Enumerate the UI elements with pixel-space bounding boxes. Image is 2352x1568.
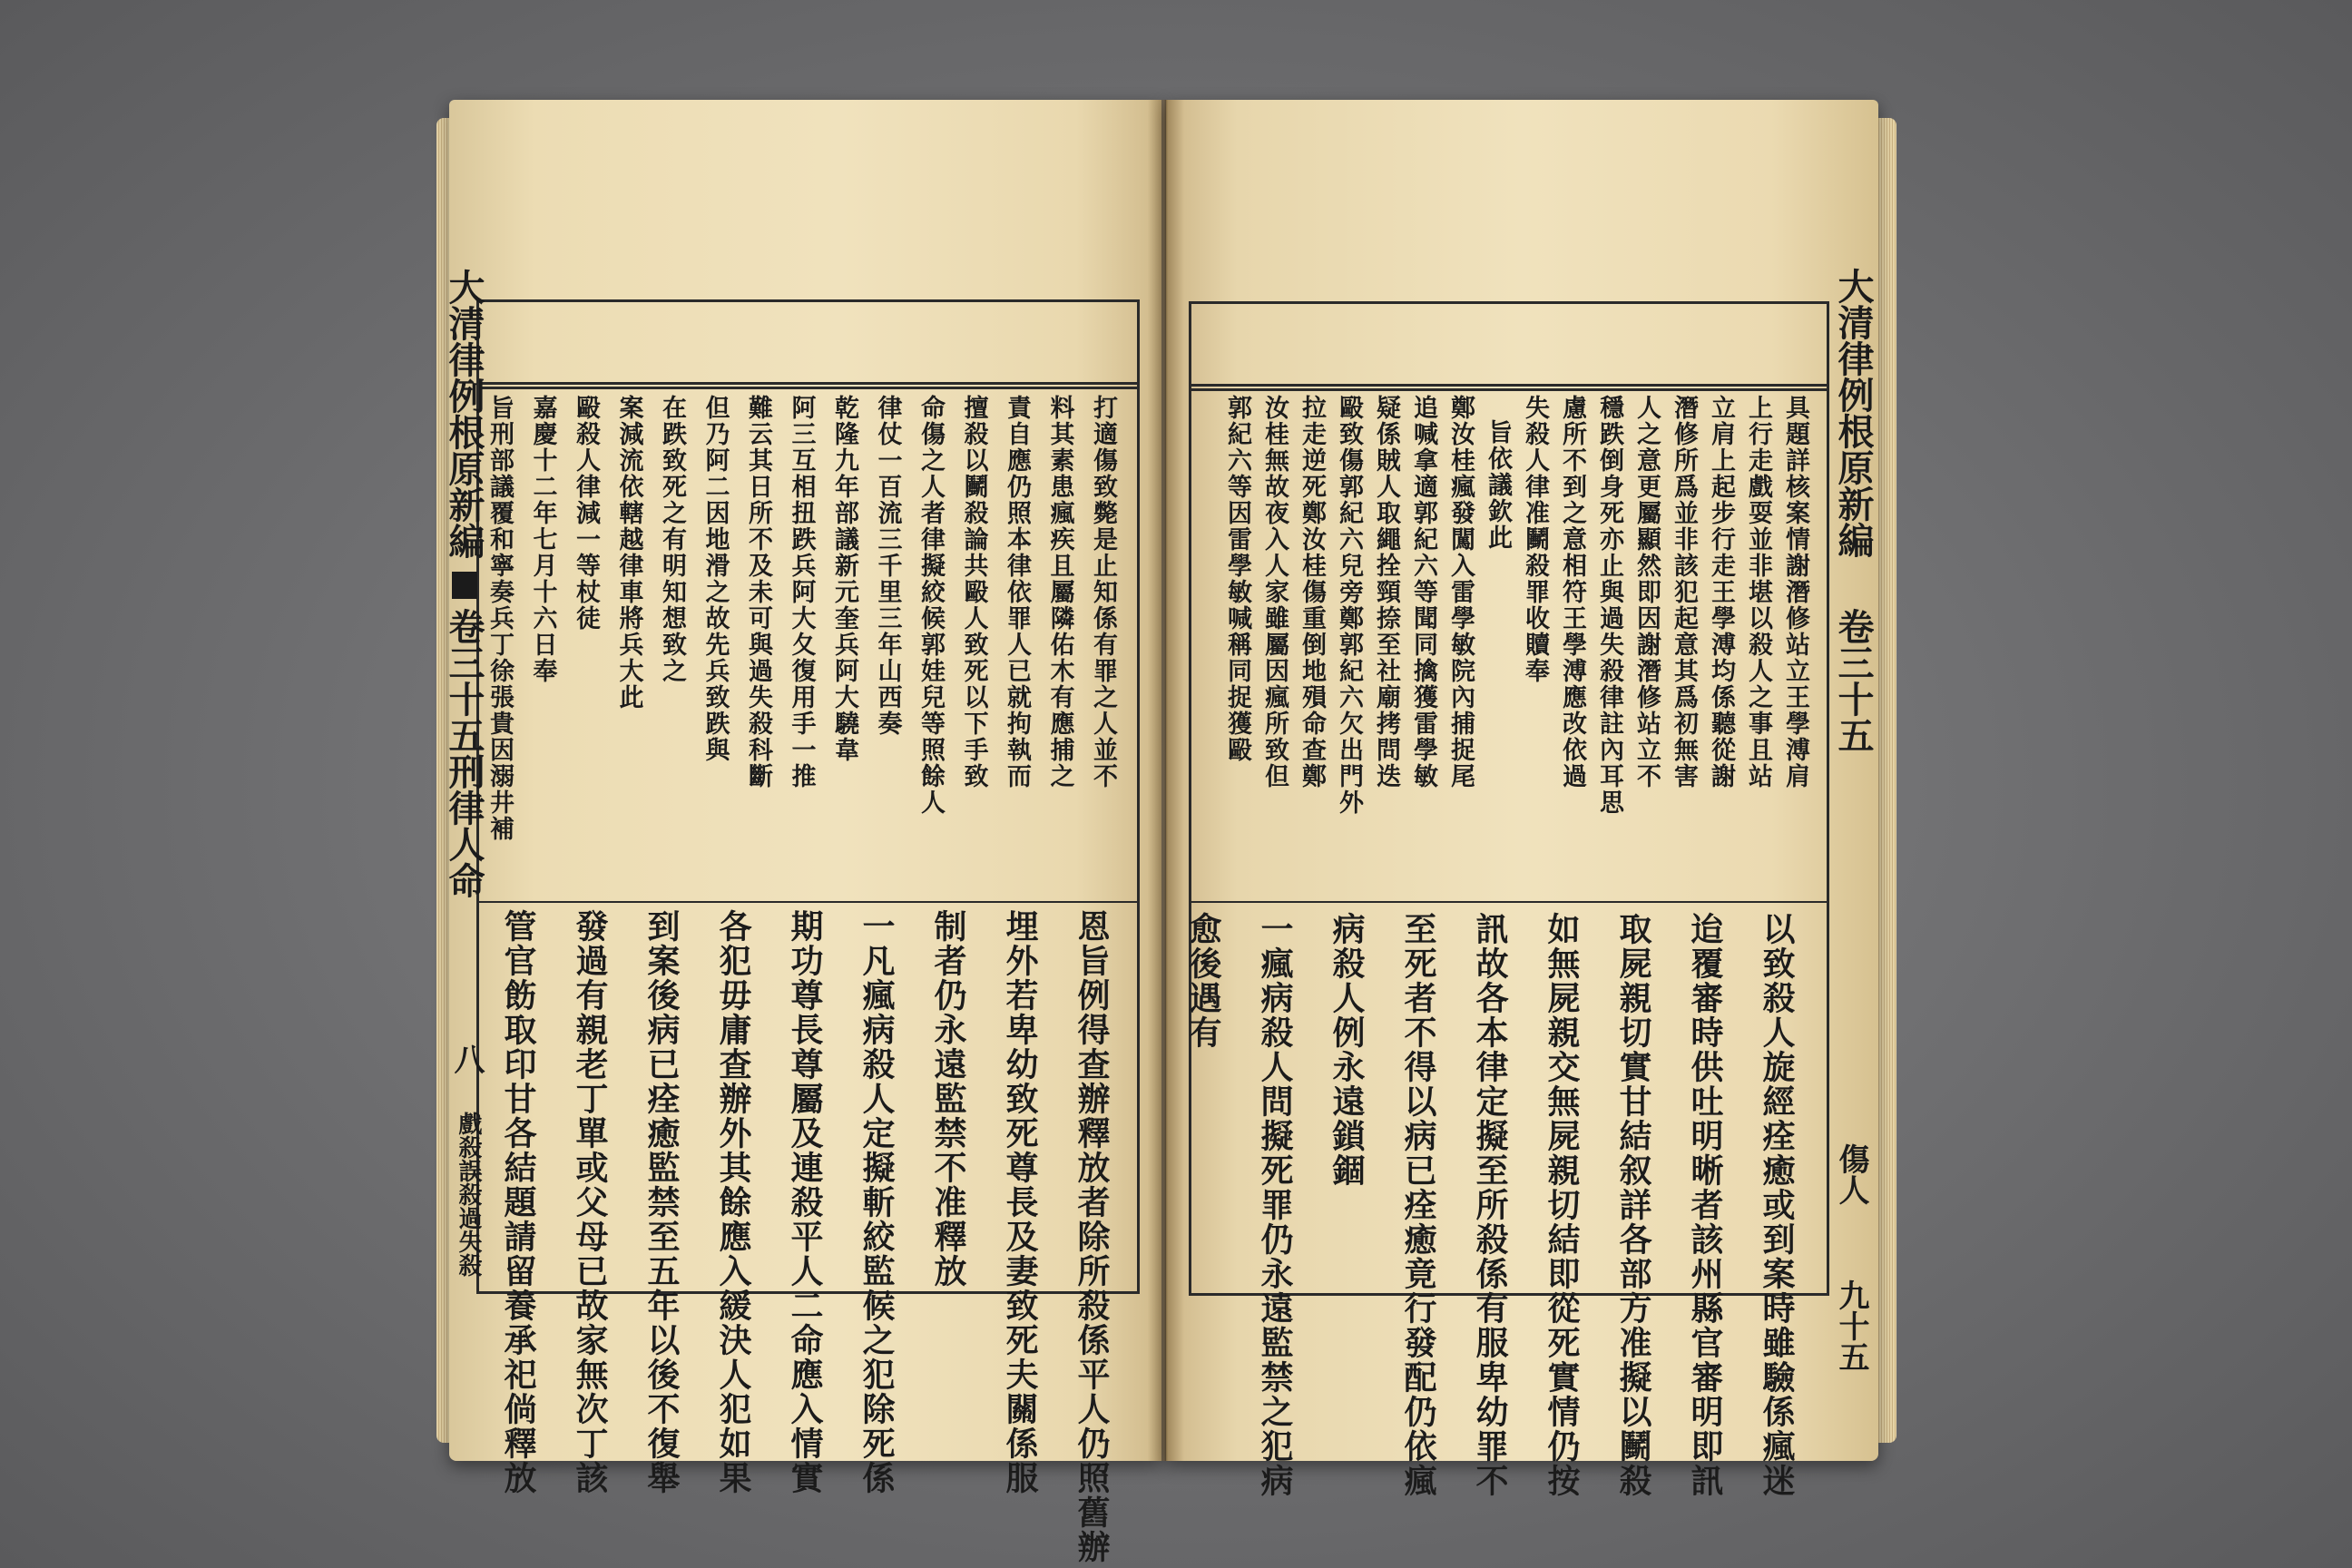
right-blank-band [1191, 304, 1827, 384]
left-lower-column: 一凡瘋病殺人定擬斬絞監候之犯除死係 [858, 909, 896, 1495]
right-upper-column: 旨依議欽此 [1484, 419, 1512, 551]
left-page-upper-columns-column: 料其素患瘋疾且屬隣佑木有應捕之 [1045, 395, 1074, 789]
left-page-upper-columns-column: 旨刑部議覆和寧奏兵丁徐張貴因溺井補 [485, 395, 514, 842]
book-gutter [1148, 100, 1184, 1461]
left-lower-column: 發過有親老丁單或父母已故家無次丁該 [571, 909, 609, 1495]
right-page-number: 九十五 [1833, 1279, 1869, 1372]
left-footer: 戲殺誤殺過失殺 [455, 1112, 482, 1277]
left-section-block-icon [452, 572, 477, 599]
right-upper-column: 疑係賊人取繩拴頸捺至社廟拷問迭 [1372, 395, 1400, 789]
left-blank-band [479, 302, 1137, 382]
open-book [443, 100, 1878, 1564]
right-page [1166, 100, 1878, 1498]
right-upper-column: 上行走戲耍並非堪以殺人之事且站 [1744, 395, 1772, 789]
right-upper-column: 具題詳核案情謝潛修站立王學溥肩 [1781, 395, 1809, 789]
left-lower-column: 各犯毋庸查辦外其餘應入緩決人犯如果 [714, 909, 752, 1495]
left-page-upper-columns-column: 在跌致死之有明知想致之 [658, 395, 686, 684]
right-lower-column: 如無屍親交無屍親切結即從死實情仍按 [1543, 912, 1581, 1498]
left-page-upper-columns-column: 打適傷致斃是止知係有罪之人並不 [1089, 395, 1117, 789]
left-page-upper-columns-column: 擅殺以鬭殺論共毆人致死以下手致 [959, 395, 988, 789]
left-page-upper-columns-column: 難云其日所不及未可與過失殺科斷 [744, 395, 772, 789]
right-lower-column: 迨覆審時供吐明晰者該州縣官審明即訊 [1686, 912, 1724, 1498]
left-page-upper-columns-column: 阿三互相扭跌兵阿大夂復用手一推 [787, 395, 816, 789]
right-lower-column: 以致殺人旋經痊癒或到案時雖驗係瘋迷 [1758, 912, 1796, 1498]
right-upper-column: 毆致傷郭紀六兒旁鄭郭紀六欠出門外 [1335, 395, 1363, 816]
right-upper-column: 穩跌倒身死亦止與過失殺律註內耳思 [1595, 395, 1623, 816]
right-upper-column: 郭紀六等因雷學敏喊稱同捉獲毆 [1223, 395, 1251, 763]
right-lower-column: 訊故各本律定擬至所殺係有服卑幼罪不 [1471, 912, 1509, 1498]
left-page-upper-columns-column: 但乃阿二因地滑之故先兵致跌與 [701, 395, 730, 763]
right-section-head: 卷三十五 [1832, 608, 1875, 753]
left-lower-column: 制者仍永遠監禁不准釋放 [929, 909, 967, 1289]
right-upper-column: 立肩上起步行走王學溥均係聽從謝 [1707, 395, 1735, 789]
right-upper-column: 潛修所爲並非該犯起意其爲初無害 [1670, 395, 1698, 789]
left-page-upper-columns-column: 責自應仍照本律依罪人已就拘執而 [1003, 395, 1031, 789]
left-page-upper-columns-column: 案減流依轄越律車將兵大此 [614, 395, 643, 710]
right-upper-column: 拉走逆死鄭汝桂傷重倒地殞命查鄭 [1298, 395, 1326, 789]
right-upper-column: 慮所不到之意相符王學溥應改依過 [1558, 395, 1586, 789]
right-upper-column: 汝桂無故夜入人家雖屬因瘋所致但 [1260, 395, 1289, 789]
right-lower-column: 愈後遇有 [1184, 912, 1222, 1050]
left-lower-column: 埋外若卑幼致死尊長及妻致死夫關係服 [1001, 909, 1039, 1495]
right-upper-column: 失殺人律准鬭殺罪收贖奉 [1521, 395, 1549, 684]
left-lower-column: 期功尊長尊屬及連殺平人二命應入情實 [786, 909, 824, 1495]
right-page-edges [1877, 118, 1896, 1443]
left-page-upper-columns-column: 毆殺人律減一等杖徒 [572, 395, 600, 632]
left-page-upper-columns-column: 嘉慶十二年七月十六日奉 [528, 395, 557, 684]
left-page [443, 100, 1161, 1564]
left-running-head: 大清律例根原新編 [443, 269, 485, 559]
left-folio-mark: 八 [448, 1044, 485, 1074]
right-lower-column: 病殺人例永遠鎖錮 [1328, 912, 1366, 1188]
right-upper-column: 追喊拿適郭紀六等聞同擒獲雷學敏 [1409, 395, 1437, 789]
left-page-upper-columns-column: 律仗一百流三千里三年山西奏 [873, 395, 902, 737]
left-page-upper-columns-column: 乾隆九年部議新元奎兵阿大驍韋 [830, 395, 858, 763]
right-upper-column: 鄭汝桂瘋發闖入雷學敏院內捕捉尾 [1446, 395, 1475, 789]
right-running-head: 大清律例根原新編 [1832, 268, 1875, 558]
right-lower-column: 取屍親切實甘結叙詳各部方准擬以鬭殺 [1614, 912, 1652, 1498]
left-lower-column: 到案後病已痊癒監禁至五年以後不復舉 [642, 909, 681, 1495]
right-folio-mark: 傷人 [1833, 1143, 1869, 1205]
right-lower-column: 一瘋病殺人問擬死罪仍永遠監禁之犯病 [1256, 912, 1294, 1498]
left-lower-column: 恩旨例得查辦釋放者除所殺係平人仍照舊辦 [1073, 909, 1111, 1564]
right-upper-column: 人之意更屬顯然即因謝潛修站立不 [1632, 395, 1661, 789]
left-section-head: 卷三十五刑律人命 [443, 608, 485, 898]
left-page-upper-columns-column: 命傷之人者律擬絞候郭娃兒等照餘人 [916, 395, 945, 816]
right-lower-column: 至死者不得以病已痊癒竟行發配仍依瘋 [1399, 912, 1437, 1498]
left-lower-column: 管官飭取印甘各結題請留養承祀倘釋放 [499, 909, 537, 1495]
